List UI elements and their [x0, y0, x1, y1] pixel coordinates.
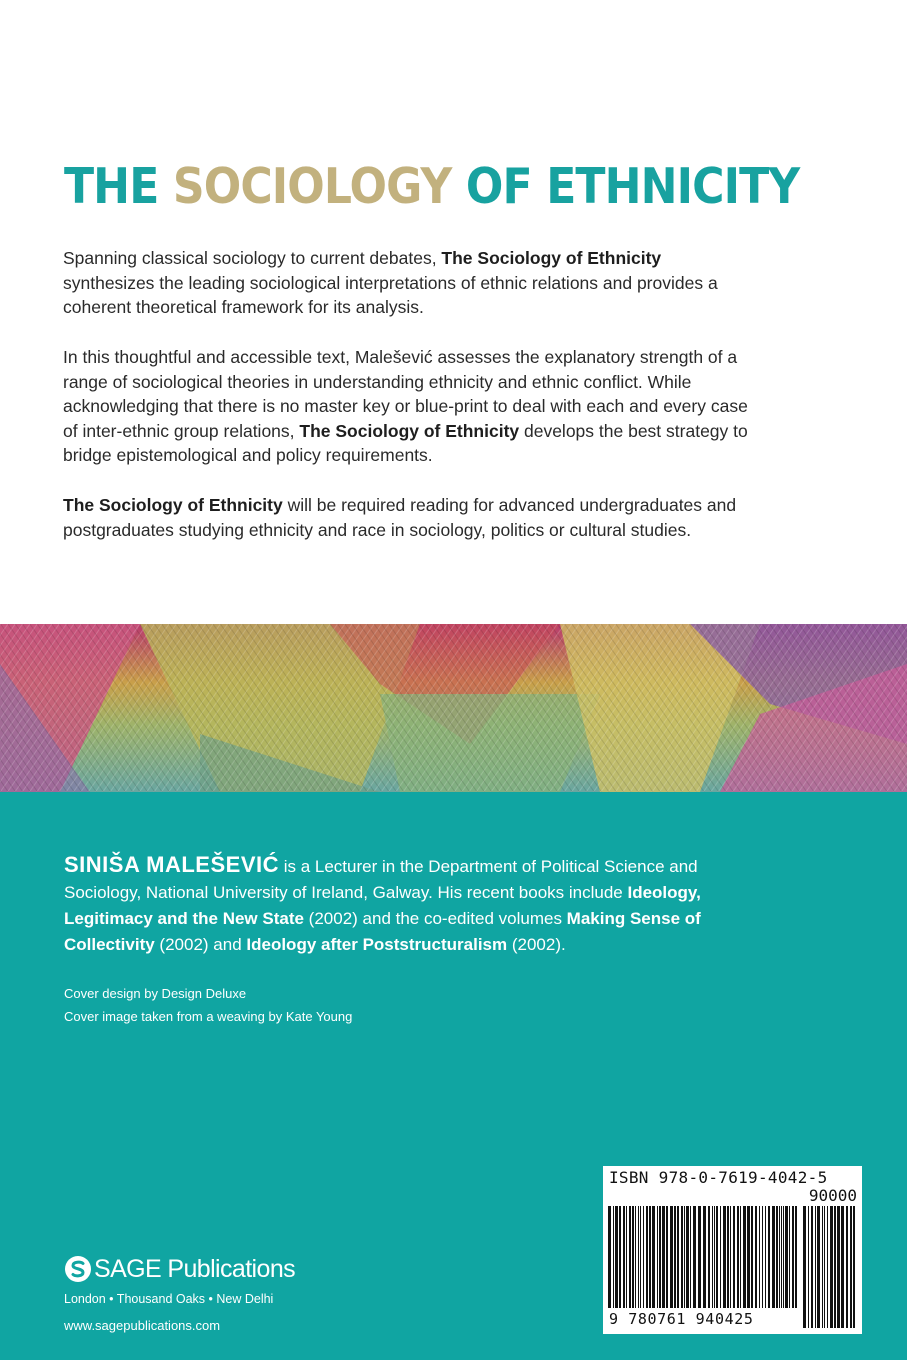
- barcode-bar: [755, 1206, 757, 1308]
- blurb-paragraph-1: [63, 246, 753, 320]
- barcode-bar: [638, 1206, 639, 1308]
- barcode-bar: [846, 1206, 848, 1328]
- sage-s-icon: [64, 1255, 92, 1283]
- barcode-bar: [632, 1206, 634, 1308]
- barcode-bar: [662, 1206, 665, 1308]
- back-cover-top: [0, 0, 907, 624]
- barcode-bar: [824, 1206, 825, 1328]
- barcode-bar: [703, 1206, 706, 1308]
- author-bio: [64, 852, 714, 958]
- blurb-book-title: The Sociology of Ethnicity: [299, 420, 520, 441]
- barcode-bar: [712, 1206, 713, 1308]
- barcode-bar: [723, 1206, 726, 1308]
- barcode-bar: [811, 1206, 813, 1328]
- title-word-of-ethnicity: OF ETHNICITY: [465, 158, 800, 215]
- weaving-pattern: [0, 624, 907, 792]
- barcode-bar: [803, 1206, 806, 1328]
- barcode-bar: [772, 1206, 775, 1308]
- barcode-bar: [714, 1206, 715, 1308]
- bio-text: (2002) and: [154, 935, 247, 954]
- barcode-bar: [608, 1206, 611, 1308]
- barcode-bar: [776, 1206, 778, 1308]
- barcode-bar: [686, 1206, 689, 1308]
- barcode-bar: [716, 1206, 718, 1308]
- blurb-text: Spanning classical sociology to current debates,: [63, 248, 442, 268]
- barcode-bar: [613, 1206, 614, 1308]
- barcode-bar: [623, 1206, 625, 1308]
- barcode-bar: [727, 1206, 729, 1308]
- barcode-bar: [751, 1206, 753, 1308]
- bio-text: is a Lecturer in the Department of Political Science and Sociology, National University of Ireland, Galway. His recent books include: [64, 857, 698, 902]
- barcode-bar: [765, 1206, 766, 1308]
- barcode-bar: [781, 1206, 782, 1308]
- publisher-name: SAGE Publications: [94, 1254, 296, 1283]
- title-word-the: THE: [64, 158, 159, 215]
- barcode-bar: [615, 1206, 618, 1308]
- title-word-sociology: SOCIOLOGY: [172, 158, 452, 215]
- blurb-text: develops the best strategy to bridge epistemological and policy requirements.: [63, 420, 748, 466]
- barcode-bar: [619, 1206, 621, 1308]
- barcode-bar: [708, 1206, 710, 1308]
- blurb-paragraph-3: [63, 493, 753, 542]
- barcode-bar: [640, 1206, 641, 1308]
- addon-barcode-bars: [803, 1206, 857, 1328]
- cover-credits: [64, 982, 352, 1028]
- barcode-bar: [737, 1206, 739, 1308]
- barcode-bar: [808, 1206, 809, 1328]
- barcode-bar: [740, 1206, 741, 1308]
- barcode-bar: [789, 1206, 790, 1308]
- blurb-text: synthesizes the leading sociological interpretations of ethnic relations and provides a coherent theoretical framework for its analysis.: [63, 272, 718, 318]
- barcode-bar: [690, 1206, 691, 1308]
- barcode-bar: [677, 1206, 679, 1308]
- barcode-bar: [670, 1206, 673, 1308]
- barcode-bar: [830, 1206, 833, 1328]
- barcode-bar: [850, 1206, 852, 1328]
- blurb-text: will be required reading for advanced undergraduates and postgraduates studying ethnicity and race in sociology, politics or cultural studies.: [63, 495, 737, 540]
- barcode-bar: [681, 1206, 683, 1308]
- cover-image-credit: Cover image taken from a weaving by Kate Young: [64, 1009, 353, 1024]
- publisher-url[interactable]: www.sagepublications.com: [64, 1318, 221, 1333]
- barcode-bar: [743, 1206, 746, 1308]
- barcode-bar: [795, 1206, 797, 1308]
- price-code: 90000: [808, 1186, 857, 1205]
- barcode-bar: [768, 1206, 770, 1308]
- weaving-image: [0, 624, 907, 792]
- isbn-barcode: [603, 1166, 862, 1334]
- barcode-bar: [827, 1206, 828, 1328]
- barcode-bar: [643, 1206, 644, 1308]
- blurb-text: In this thoughtful and accessible text, Malešević assesses the explanatory strength of a range of sociological theories in understanding ethnicity and ethnic conflict. While acknowledging that there is no master key or blue-print to deal with each and every case of inter-ethnic group relations,: [63, 347, 748, 441]
- barcode-bar: [733, 1206, 735, 1308]
- barcode-bar: [649, 1206, 651, 1308]
- barcode-bar: [666, 1206, 668, 1308]
- cover-design-credit: Cover design by Design Deluxe: [64, 986, 247, 1001]
- barcode-bar: [815, 1206, 816, 1328]
- blurb-book-title: The Sociology of Ethnicity: [63, 495, 283, 515]
- barcode-bar: [635, 1206, 636, 1308]
- barcode-bar: [783, 1206, 784, 1308]
- barcode-bar: [657, 1206, 658, 1308]
- barcode-bar: [841, 1206, 844, 1328]
- barcode-bar: [629, 1206, 631, 1308]
- barcode-bar: [853, 1206, 855, 1328]
- isbn-digits: 9 780761 940425: [609, 1310, 754, 1328]
- barcode-bar: [659, 1206, 661, 1308]
- back-cover-bottom: [0, 792, 907, 1360]
- barcode-bar: [759, 1206, 760, 1308]
- barcode-bar: [720, 1206, 721, 1308]
- barcode-bar: [747, 1206, 750, 1308]
- bio-book-title: Ideology, Legitimacy and the New State: [64, 883, 701, 928]
- barcode-bar: [646, 1206, 648, 1308]
- publisher-logo: [64, 1252, 295, 1286]
- barcode-bar: [834, 1206, 836, 1328]
- bio-book-title: Making Sense of Collectivity: [64, 909, 701, 954]
- bio-text: (2002) and the co-edited volumes: [303, 909, 567, 928]
- barcode-bar: [684, 1206, 685, 1308]
- barcode-bar: [822, 1206, 823, 1328]
- barcode-bar: [779, 1206, 780, 1308]
- isbn-label: ISBN 978-0-7619-4042-5: [609, 1168, 828, 1187]
- barcode-bar: [792, 1206, 794, 1308]
- barcode-bar: [698, 1206, 701, 1308]
- barcode-bar: [652, 1206, 655, 1308]
- barcode-bar: [817, 1206, 820, 1328]
- blurb-paragraph-2: [63, 345, 753, 468]
- blurb-book-title: The Sociology of Ethnicity: [441, 248, 662, 268]
- book-title: [64, 158, 799, 215]
- barcode-bar: [626, 1206, 627, 1308]
- author-name: SINIŠA MALEŠEVIĆ: [64, 852, 279, 877]
- publisher-block: [64, 1252, 295, 1333]
- barcode-bar: [837, 1206, 840, 1328]
- barcode-bar: [674, 1206, 676, 1308]
- publisher-cities: London • Thousand Oaks • New Delhi: [64, 1292, 274, 1306]
- barcode-bar: [730, 1206, 731, 1308]
- bio-text: (2002).: [507, 935, 566, 954]
- barcode-bar: [693, 1206, 696, 1308]
- barcode-bars: [608, 1206, 798, 1308]
- barcode-bar: [762, 1206, 763, 1308]
- bio-book-title: Ideology after Poststructuralism: [246, 935, 508, 954]
- barcode-bar: [785, 1206, 788, 1308]
